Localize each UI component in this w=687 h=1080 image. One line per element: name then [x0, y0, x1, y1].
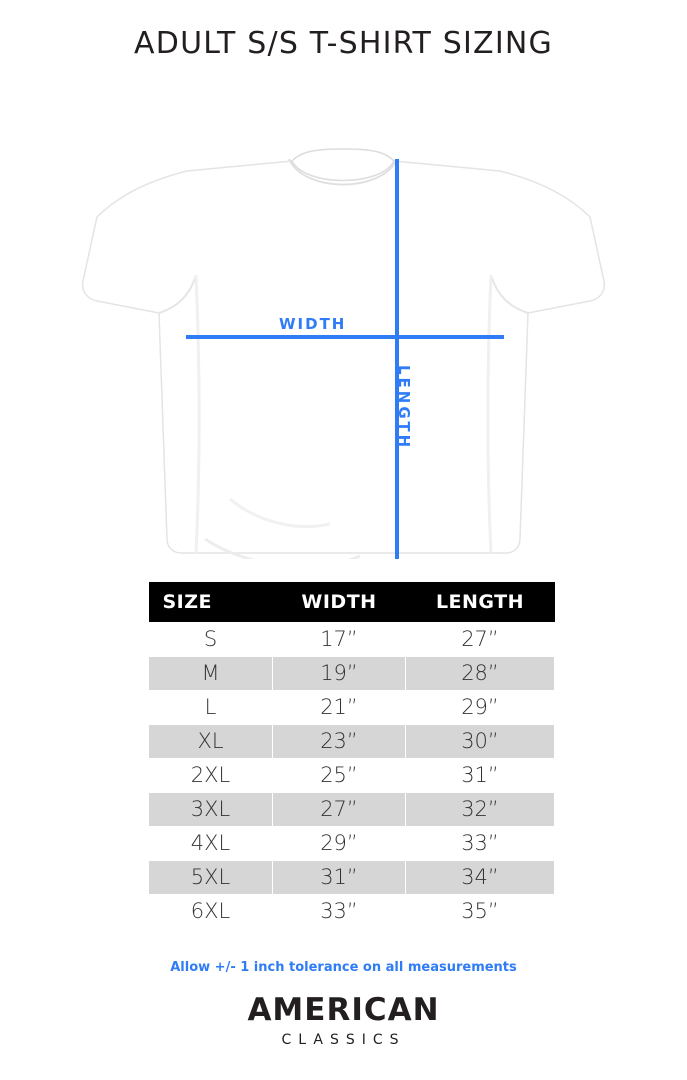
cell-size: S — [149, 623, 273, 657]
cell-length: 34” — [406, 861, 555, 895]
cell-size: 2XL — [149, 759, 273, 793]
tolerance-note: Allow +/- 1 inch tolerance on all measurements — [170, 960, 517, 975]
brand-name: AMERICAN — [247, 992, 440, 1028]
cell-size: L — [149, 691, 273, 725]
table-row — [149, 793, 555, 827]
cell-width: 33” — [273, 895, 406, 929]
cell-length: 27” — [406, 623, 555, 657]
table-row — [149, 861, 555, 895]
page-title: ADULT S/S T-SHIRT SIZING — [134, 26, 553, 61]
table-row — [149, 895, 555, 929]
size-table — [148, 582, 555, 929]
cell-length: 31” — [406, 759, 555, 793]
cell-length: 32” — [406, 793, 555, 827]
cell-size: 3XL — [149, 793, 273, 827]
cell-size: 4XL — [149, 827, 273, 861]
header-size: SIZE — [149, 582, 273, 623]
table-row — [149, 759, 555, 793]
cell-size: M — [149, 657, 273, 691]
cell-width: 23” — [273, 725, 406, 759]
brand-tagline: CLASSICS — [281, 1032, 406, 1048]
cell-length: 30” — [406, 725, 555, 759]
cell-length: 29” — [406, 691, 555, 725]
cell-width: 21” — [273, 691, 406, 725]
cell-size: 6XL — [149, 895, 273, 929]
cell-size: 5XL — [149, 861, 273, 895]
header-width: WIDTH — [273, 582, 406, 623]
cell-width: 19” — [273, 657, 406, 691]
cell-width: 25” — [273, 759, 406, 793]
size-table-wrapper — [148, 582, 540, 929]
table-row — [149, 827, 555, 861]
cell-length: 28” — [406, 657, 555, 691]
length-label: LENGTH — [395, 365, 413, 451]
tshirt-illustration — [0, 69, 687, 559]
width-label: WIDTH — [279, 315, 347, 333]
table-row — [149, 657, 555, 691]
cell-size: XL — [149, 725, 273, 759]
cell-length: 33” — [406, 827, 555, 861]
tshirt-diagram — [0, 69, 687, 559]
table-row — [149, 725, 555, 759]
cell-width: 27” — [273, 793, 406, 827]
cell-width: 31” — [273, 861, 406, 895]
cell-width: 29” — [273, 827, 406, 861]
table-header-row — [149, 582, 555, 623]
table-row — [149, 691, 555, 725]
brand-logo — [0, 992, 687, 1048]
cell-length: 35” — [406, 895, 555, 929]
cell-width: 17” — [273, 623, 406, 657]
header-length: LENGTH — [406, 582, 555, 623]
table-row — [149, 623, 555, 657]
